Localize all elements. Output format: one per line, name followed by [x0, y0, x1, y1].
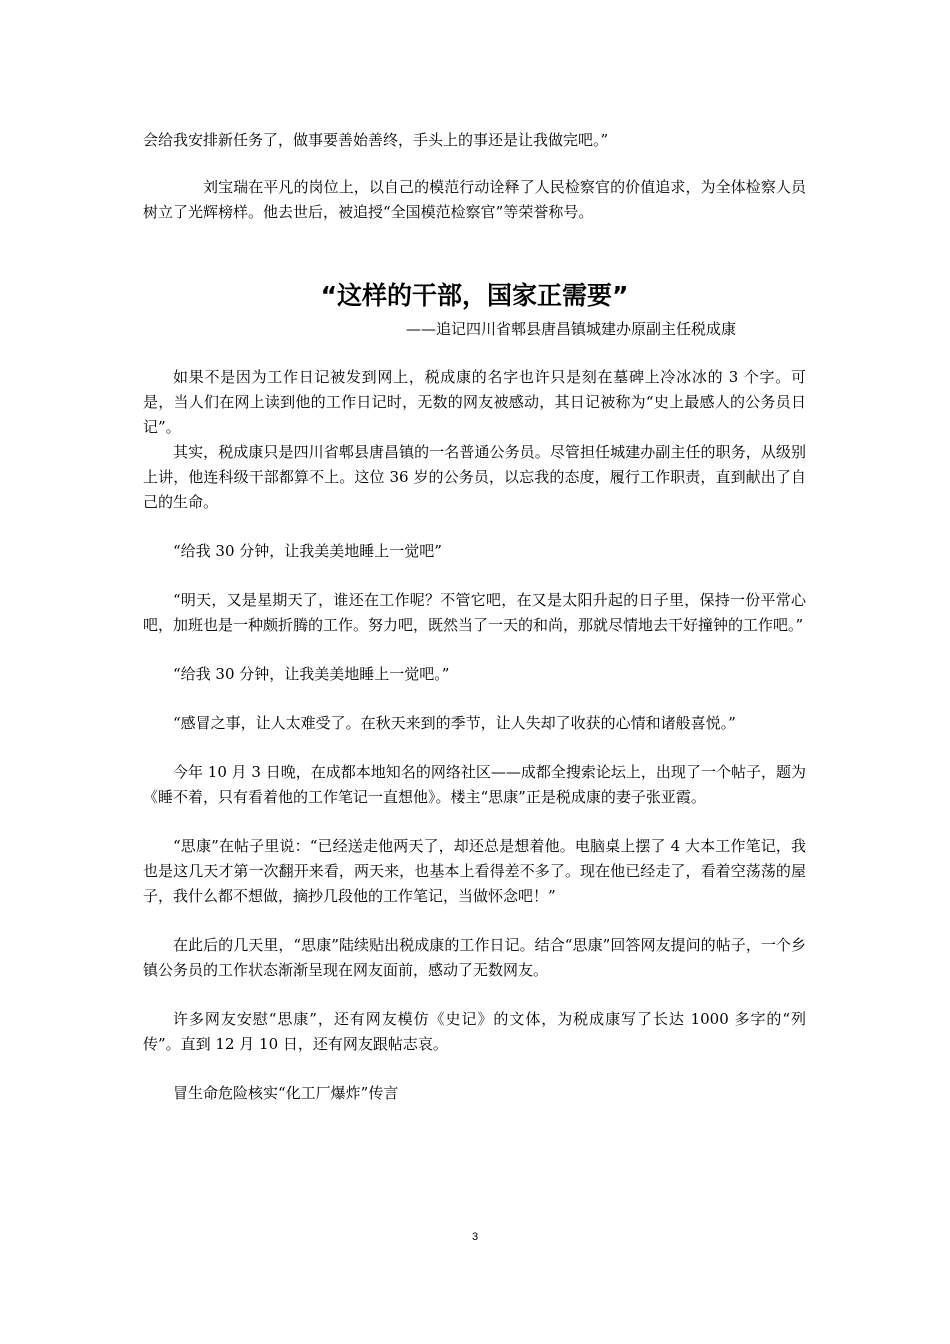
paragraph-biography: 许多网友安慰“思康”，还有网友模仿《史记》的文体，为税成康写了长达 1000 多字的“列传”。直到 12 月 10 日，还有网友跟帖志哀。: [143, 1010, 806, 1053]
article-title: “这样的干部，国家正需要”: [320, 281, 629, 310]
paragraph-sikang-quote: “思康”在帖子里说：“已经送走他两天了，却还总是想着他。电脑桌上摆了 4 大本工作笔记，我也是这几天才第一次翻开来看，两天来，也基本上看得差不多了。现在他已经走了，看着空荡荡的屋子，我什么都不想做，摘抄几段他的工作笔记，当做怀念吧！”: [143, 837, 806, 905]
paragraph-netizens-moved: 在此后的几天里，“思康”陆续贴出税成康的工作日记。结合“思康”回答网友提问的帖子，一个乡镇公务员的工作状态渐渐呈现在网友面前，感动了无数网友。: [143, 936, 806, 979]
section-heading-explosion: 冒生命危险核实“化工厂爆炸”传言: [173, 1084, 399, 1102]
paragraph-liu-baorui-summary: 刘宝瑞在平凡的岗位上，以自己的模范行动诠释了人民检察官的价值追求，为全体检察人员树立了光辉榜样。他去世后，被追授“全国模范检察官”等荣誉称号。: [143, 178, 806, 221]
section-heading-sleep: “给我 30 分钟，让我美美地睡上一觉吧”: [173, 542, 442, 560]
paragraph-diary-quote-3: “感冒之事，让人太难受了。在秋天来到的季节，让人失却了收获的心情和诸般喜悦。”: [173, 714, 736, 732]
paragraph-forum-post: 今年 10 月 3 日晚，在成都本地知名的网络社区——成都全搜索论坛上，出现了一个帖子，题为《睡不着，只有看着他的工作笔记一直想他》。楼主“思康”正是税成康的妻子张亚霞。: [143, 763, 806, 806]
page-number: 3: [471, 1231, 479, 1243]
article-subtitle: ——追记四川省郫县唐昌镇城建办原副主任税成康: [405, 320, 736, 338]
page-content: [143, 128, 806, 1106]
paragraph-background: 其实，税成康只是四川省郫县唐昌镇的一名普通公务员。尽管担任城建办副主任的职务，从级别上讲，他连科级干部都算不上。这位 36 岁的公务员，以忘我的态度，履行工作职责，直到献出了自己的生命。: [143, 443, 806, 511]
paragraph-intro: 如果不是因为工作日记被发到网上，税成康的名字也许只是刻在墓碑上冷冰冰的 3 个字。可是，当人们在网上读到他的工作日记时，无数的网友被感动，其日记被称为“史上最感人的公务员日记”。: [143, 368, 806, 436]
paragraph-diary-quote-1: “明天，又是星期天了，谁还在工作呢？不管它吧，在又是太阳升起的日子里，保持一份平常心吧，加班也是一种颇折腾的工作。努力吧，既然当了一天的和尚，那就尽情地去干好撞钟的工作吧。”: [143, 591, 806, 634]
paragraph-continuation: 会给我安排新任务了，做事要善始善终，手头上的事还是让我做完吧。”: [143, 131, 609, 149]
paragraph-diary-quote-2: “给我 30 分钟，让我美美地睡上一觉吧。”: [173, 665, 450, 683]
